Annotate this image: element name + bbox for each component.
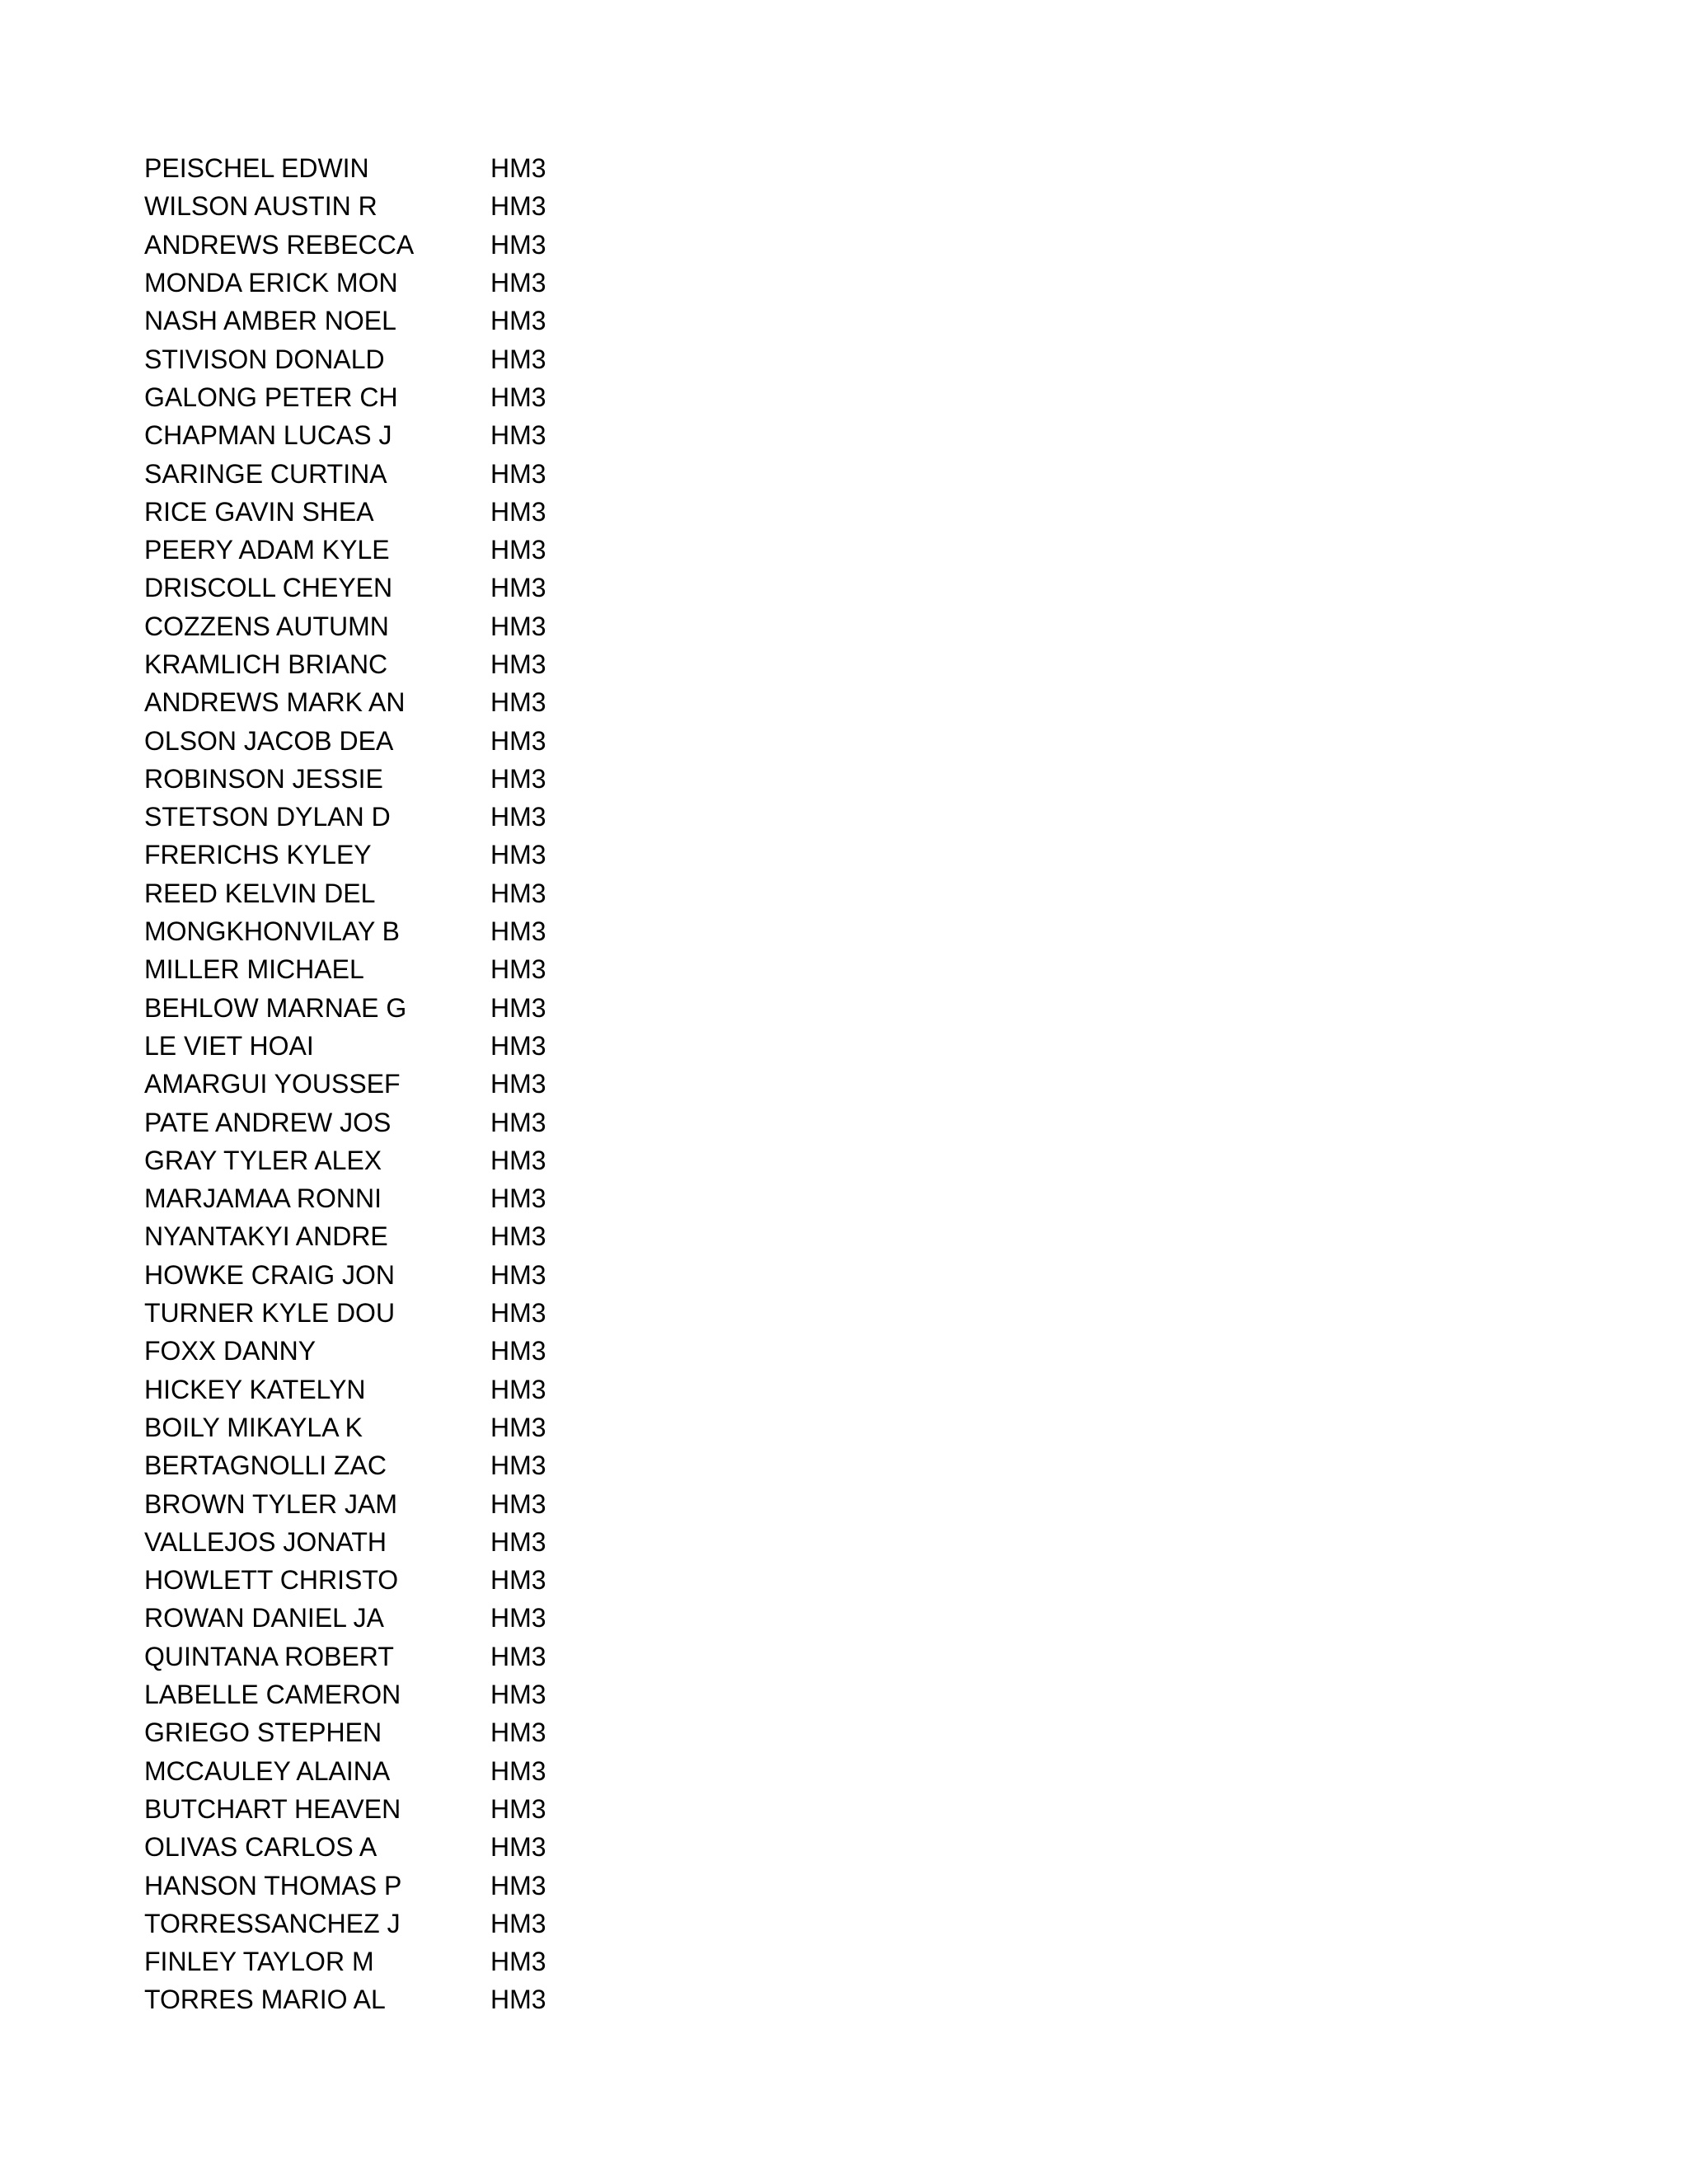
rank-cell: HM3 [490, 1718, 546, 1748]
name-cell: COZZENS AUTUMN [144, 611, 389, 641]
name-cell: MONDA ERICK MON [144, 268, 398, 298]
table-row [144, 1065, 639, 1103]
rank-cell: HM3 [490, 1526, 546, 1557]
name-cell: MONGKHONVILAY B [144, 916, 400, 947]
name-cell: PEISCHEL EDWIN [144, 153, 369, 184]
rank-cell: HM3 [490, 1908, 546, 1938]
rank-cell: HM3 [490, 878, 546, 908]
name-cell: ROBINSON JESSIE [144, 763, 383, 794]
name-cell: BERTAGNOLLI ZAC [144, 1451, 387, 1481]
rank-cell: HM3 [490, 1107, 546, 1137]
rank-cell: HM3 [490, 1680, 546, 1710]
name-cell: OLSON JACOB DEA [144, 725, 394, 756]
name-cell: MARJAMAA RONNI [144, 1183, 382, 1214]
table-row [144, 454, 639, 492]
table-row [144, 569, 639, 607]
rank-cell: HM3 [490, 1451, 546, 1481]
name-cell: FOXX DANNY [144, 1336, 316, 1366]
table-row [144, 340, 639, 377]
table-row [144, 1905, 639, 1943]
rank-cell: HM3 [490, 992, 546, 1023]
name-cell: GRAY TYLER ALEX [144, 1145, 382, 1175]
table-row [144, 1027, 639, 1065]
table-row [144, 1675, 639, 1713]
table-row [144, 1828, 639, 1866]
rank-cell: HM3 [490, 1183, 546, 1214]
rank-cell: HM3 [490, 153, 546, 184]
rank-cell: HM3 [490, 573, 546, 603]
table-row [144, 1866, 639, 1904]
name-cell: KRAMLICH BRIANC [144, 649, 388, 679]
table-row [144, 531, 639, 569]
table-row [144, 607, 639, 645]
rank-cell: HM3 [490, 306, 546, 336]
rank-cell: HM3 [490, 763, 546, 794]
name-cell: HANSON THOMAS P [144, 1870, 402, 1900]
name-cell: MILLER MICHAEL [144, 954, 364, 985]
name-cell: RICE GAVIN SHEA [144, 496, 374, 527]
name-cell: ANDREWS REBECCA [144, 229, 415, 260]
rank-cell: HM3 [490, 191, 546, 222]
table-row [144, 874, 639, 912]
name-cell: OLIVAS CARLOS A [144, 1832, 377, 1863]
roster-table [144, 149, 639, 2019]
name-cell: ANDREWS MARK AN [144, 687, 406, 718]
rank-cell: HM3 [490, 1412, 546, 1442]
name-cell: AMARGUI YOUSSEF [144, 1069, 401, 1099]
table-row [144, 1217, 639, 1255]
name-cell: HOWLETT CHRISTO [144, 1565, 399, 1596]
rank-cell: HM3 [490, 1603, 546, 1633]
table-row [144, 1943, 639, 1980]
rank-cell: HM3 [490, 687, 546, 718]
rank-cell: HM3 [490, 1069, 546, 1099]
name-cell: ROWAN DANIEL JA [144, 1603, 384, 1633]
name-cell: HICKEY KATELYN [144, 1374, 366, 1404]
table-row [144, 1408, 639, 1446]
table-row [144, 1141, 639, 1179]
name-cell: NASH AMBER NOEL [144, 306, 396, 336]
table-row [144, 1484, 639, 1522]
rank-cell: HM3 [490, 496, 546, 527]
name-cell: BROWN TYLER JAM [144, 1488, 397, 1519]
name-cell: QUINTANA ROBERT [144, 1641, 394, 1671]
name-cell: TORRESSANCHEZ J [144, 1908, 401, 1938]
table-row [144, 1638, 639, 1675]
table-row [144, 493, 639, 531]
table-row [144, 226, 639, 264]
table-row [144, 1294, 639, 1332]
table-row [144, 1103, 639, 1141]
rank-cell: HM3 [490, 1985, 546, 2015]
rank-cell: HM3 [490, 1755, 546, 1786]
rank-cell: HM3 [490, 1221, 546, 1252]
table-row [144, 1980, 639, 2018]
table-row [144, 1561, 639, 1599]
name-cell: REED KELVIN DEL [144, 878, 376, 908]
table-row [144, 912, 639, 950]
rank-cell: HM3 [490, 1793, 546, 1824]
table-row [144, 1790, 639, 1828]
name-cell: LE VIET HOAI [144, 1030, 314, 1061]
name-cell: PATE ANDREW JOS [144, 1107, 392, 1137]
name-cell: GALONG PETER CH [144, 382, 398, 412]
rank-cell: HM3 [490, 1565, 546, 1596]
name-cell: HOWKE CRAIG JON [144, 1259, 396, 1290]
table-row [144, 1256, 639, 1294]
rank-cell: HM3 [490, 1488, 546, 1519]
name-cell: GRIEGO STEPHEN [144, 1718, 382, 1748]
table-row [144, 683, 639, 721]
table-row [144, 1332, 639, 1370]
name-cell: VALLEJOS JONATH [144, 1526, 387, 1557]
table-row [144, 416, 639, 454]
name-cell: FRERICHS KYLEY [144, 840, 372, 870]
name-cell: STETSON DYLAN D [144, 802, 391, 832]
name-cell: FINLEY TAYLOR M [144, 1947, 374, 1977]
name-cell: LABELLE CAMERON [144, 1680, 401, 1710]
rank-cell: HM3 [490, 1374, 546, 1404]
table-row [144, 1751, 639, 1789]
name-cell: BOILY MIKAYLA K [144, 1412, 363, 1442]
name-cell: DRISCOLL CHEYEN [144, 573, 393, 603]
rank-cell: HM3 [490, 1298, 546, 1329]
table-row [144, 302, 639, 340]
table-row [144, 187, 639, 225]
name-cell: MCCAULEY ALAINA [144, 1755, 391, 1786]
table-row [144, 378, 639, 416]
rank-cell: HM3 [490, 649, 546, 679]
name-cell: CHAPMAN LUCAS J [144, 420, 392, 451]
name-cell: BEHLOW MARNAE G [144, 992, 407, 1023]
table-row [144, 645, 639, 683]
rank-cell: HM3 [490, 420, 546, 451]
table-row [144, 1446, 639, 1484]
rank-cell: HM3 [490, 1145, 546, 1175]
table-row [144, 760, 639, 798]
table-row [144, 950, 639, 988]
table-row [144, 264, 639, 302]
rank-cell: HM3 [490, 344, 546, 374]
rank-cell: HM3 [490, 916, 546, 947]
rank-cell: HM3 [490, 611, 546, 641]
rank-cell: HM3 [490, 229, 546, 260]
rank-cell: HM3 [490, 1641, 546, 1671]
name-cell: TURNER KYLE DOU [144, 1298, 396, 1329]
rank-cell: HM3 [490, 725, 546, 756]
name-cell: BUTCHART HEAVEN [144, 1793, 401, 1824]
rank-cell: HM3 [490, 268, 546, 298]
table-row [144, 149, 639, 187]
table-row [144, 1523, 639, 1561]
rank-cell: HM3 [490, 458, 546, 489]
name-cell: PEERY ADAM KYLE [144, 535, 390, 565]
rank-cell: HM3 [490, 1870, 546, 1900]
name-cell: TORRES MARIO AL [144, 1985, 386, 2015]
rank-cell: HM3 [490, 535, 546, 565]
rank-cell: HM3 [490, 382, 546, 412]
name-cell: SARINGE CURTINA [144, 458, 387, 489]
rank-cell: HM3 [490, 1030, 546, 1061]
table-row [144, 1371, 639, 1408]
rank-cell: HM3 [490, 1336, 546, 1366]
rank-cell: HM3 [490, 1947, 546, 1977]
table-row [144, 1713, 639, 1751]
table-row [144, 721, 639, 759]
name-cell: STIVISON DONALD [144, 344, 385, 374]
name-cell: WILSON AUSTIN R [144, 191, 377, 222]
table-row [144, 798, 639, 836]
table-row [144, 989, 639, 1027]
name-cell: NYANTAKYI ANDRE [144, 1221, 388, 1252]
rank-cell: HM3 [490, 954, 546, 985]
rank-cell: HM3 [490, 840, 546, 870]
rank-cell: HM3 [490, 1832, 546, 1863]
table-row [144, 836, 639, 874]
table-row [144, 1179, 639, 1217]
rank-cell: HM3 [490, 1259, 546, 1290]
table-row [144, 1599, 639, 1637]
rank-cell: HM3 [490, 802, 546, 832]
